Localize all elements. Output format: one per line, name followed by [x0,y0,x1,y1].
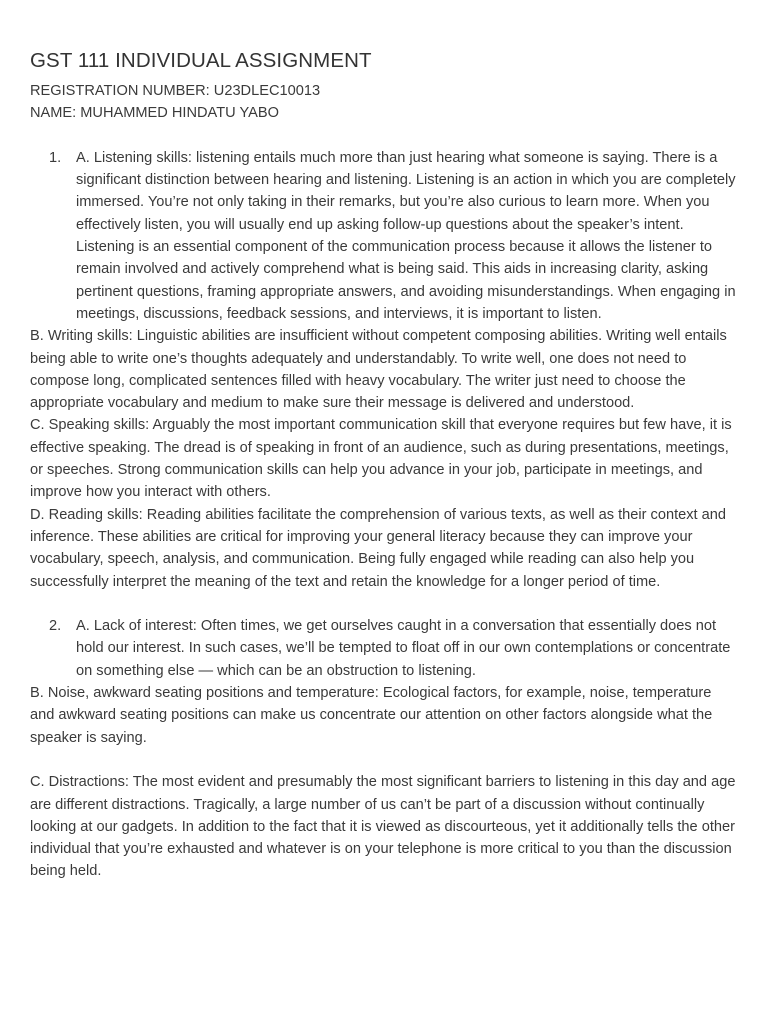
spacer [30,125,738,147]
reading-skills-paragraph: D. Reading skills: Reading abilities facilitate the comprehension of various texts, as well as their context and inference. These abilities are critical for improving your general literacy because they can improve your vocabulary, speech, analysis, and communication. Being fully engaged while reading can also help you successfully interpret the meaning of the text and retain the knowledge for a longer period of time. [30,506,726,590]
lack-of-interest-paragraph: A. Lack of interest: Often times, we get ourselves caught in a conversation that essentially does not hold our interest. In such cases, we’ll be tempted to float off in our own contemplations or concentrate on something else — which can be an obstruction to listening. [76,618,731,679]
spacer [30,593,738,615]
listening-skills-paragraph: A. Listening skills: listening entails much more than just hearing what someone is saying. There is a significant distinction between hearing and listening. Listening is an action in which you are completely immersed. You’re not only taking in their remarks, but you’re also curious to learn more. When you effectively listen, you will usually end up asking follow-up questions about the speaker’s intent. Listening is an essential component of the communication process because it allows the listener to remain involved and actively comprehend what is being said. This aids in increasing clarity, asking pertinent questions, framing appropriate answers, and avoiding misunderstandings. When engaging in meetings, discussions, feedback sessions, and interviews, it is important to listen. [76,149,736,322]
registration-number: REGISTRATION NUMBER: U23DLEC10013 [30,83,321,99]
document-title: GST 111 INDIVIDUAL ASSIGNMENT [30,49,372,72]
writing-skills-paragraph: B. Writing skills: Linguistic abilities are insufficient without competent composing abilities. Writing well entails being able to write one’s thoughts adequately and understandably. To write well, one does not need to compose long, complicated sentences filled with heavy vocabulary. The writer just need to choose the appropriate vocabulary and medium to make sure their message is delivered and understood. [30,328,727,412]
student-name: NAME: MUHAMMED HINDATU YABO [30,105,279,122]
distractions-paragraph: C. Distractions: The most evident and presumably the most significant barriers to listening in this day and age are different distractions. Tragically, a large number of us can’t be part of a discussion without continually looking at our gadgets. In addition to the fact that it is viewed as discourteous, yet it additionally tells the other individual that you’re exhausted and whatever is on your telephone is more critical to you than the discussion being held. [30,774,736,880]
speaking-skills-paragraph: C. Speaking skills: Arguably the most important communication skill that everyone requires but few have, it is effective speaking. The dread is of speaking in front of an audience, such as during presentations, meetings, or speeches. Strong communication skills can help you advance in your job, participate in meetings, and improve how you interact with others. [30,417,732,501]
spacer [30,749,738,771]
noise-paragraph: B. Noise, awkward seating positions and temperature: Ecological factors, for example, noise, temperature and awkward seating positions can make us concentrate our attention on other factors alongside what the speaker is saying. [30,685,713,746]
list-number-1: 1. [49,149,62,166]
question-2-item-a [30,615,738,682]
list-number-2: 2. [49,618,62,635]
question-1-item-a [30,147,738,325]
